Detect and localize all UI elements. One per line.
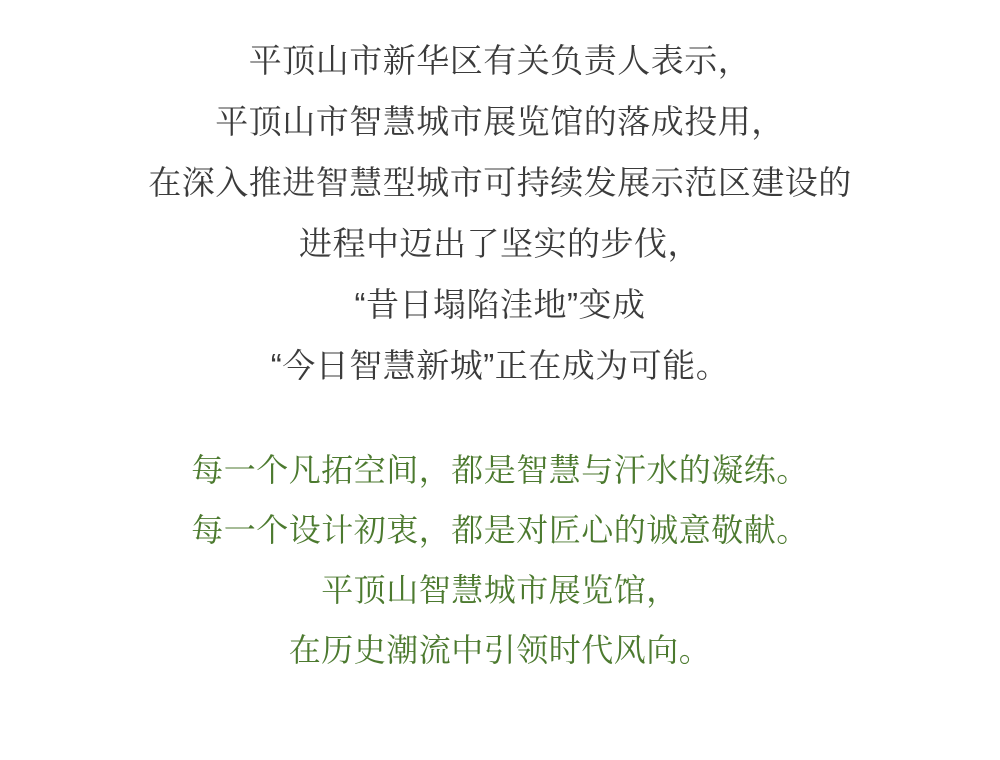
- text-line: 每一个凡拓空间，都是智慧与汗水的凝练。: [191, 452, 809, 488]
- text-line: “今日智慧新城”正在成为可能。: [270, 347, 730, 384]
- text-line: 平顶山智慧城市展览馆，: [321, 572, 679, 608]
- text-line: 每一个设计初衷，都是对匠心的诚意敬献。: [191, 512, 809, 548]
- text-line: 在深入推进智慧型城市可持续发展示范区建设的: [148, 164, 852, 201]
- text-line: 进程中迈出了坚实的步伐，: [299, 225, 701, 262]
- text-line: 在历史潮流中引领时代风向。: [288, 632, 712, 668]
- text-line: 平顶山市智慧城市展览馆的落成投用，: [215, 103, 785, 140]
- text-line: 平顶山市新华区有关负责人表示，: [248, 42, 752, 79]
- paragraph-statement: [60, 30, 940, 396]
- text-line: “昔日塌陷洼地”变成: [354, 286, 646, 323]
- paragraph-slogan: [60, 440, 940, 680]
